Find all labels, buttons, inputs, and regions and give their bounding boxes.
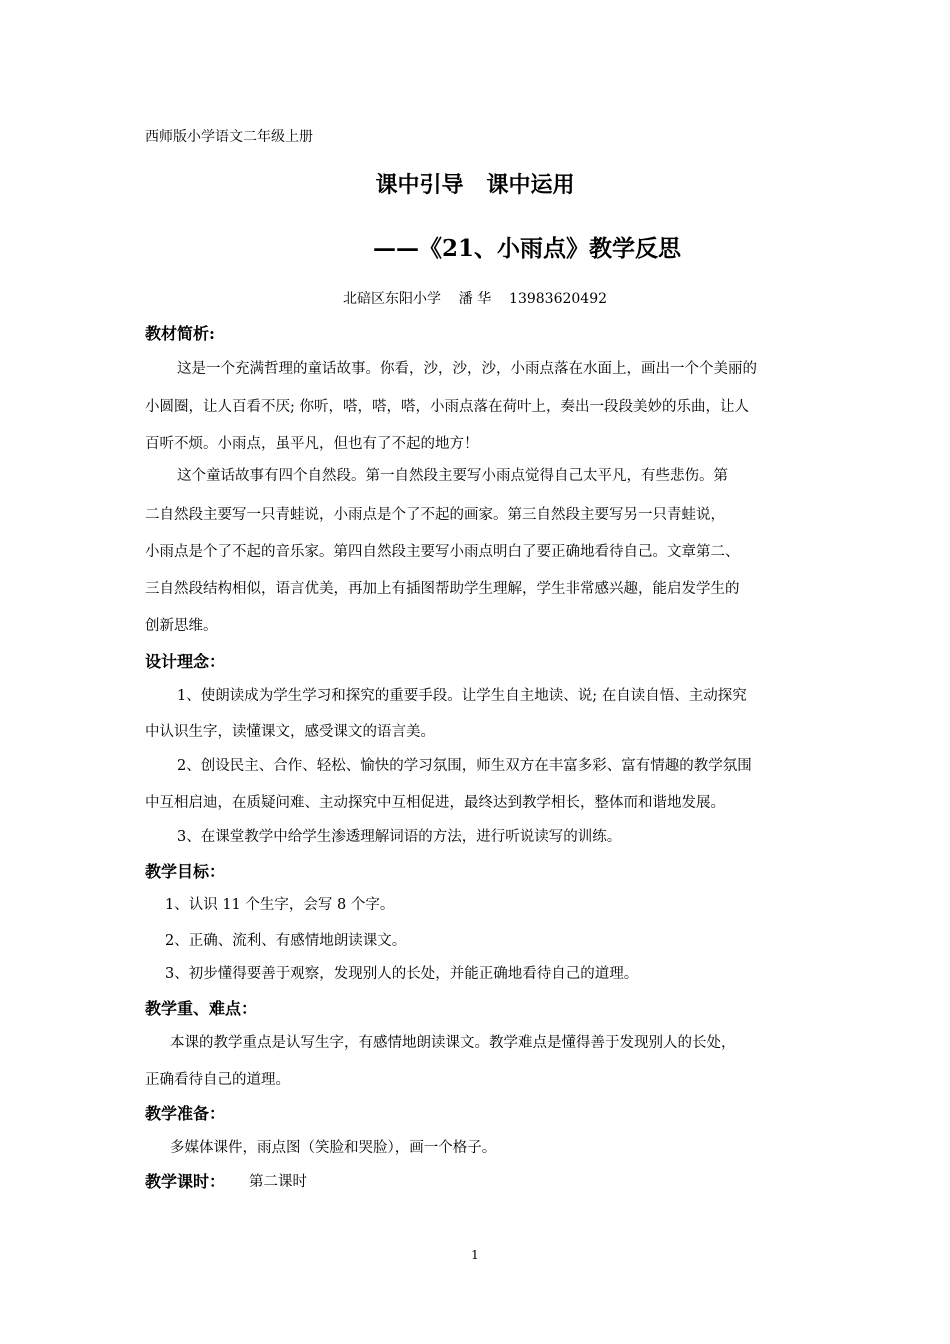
paragraph-line: 小雨点是个了不起的音乐家。第四自然段主要写小雨点明白了要正确地看待自己。文章第二、 bbox=[145, 544, 740, 560]
page-number: 1 bbox=[471, 1248, 479, 1262]
materials-heading: 教材简析: bbox=[145, 324, 215, 343]
key-points-heading: 教学重、难点： bbox=[145, 999, 258, 1018]
period-value: 第二课时 bbox=[249, 1174, 307, 1190]
paragraph-line: 这是一个充满哲理的童话故事。你看，沙，沙，沙，小雨点落在水面上，画出一个个美丽的 bbox=[177, 361, 757, 377]
paragraph-line: 多媒体课件，雨点图（笑脸和哭脸），画一个格子。 bbox=[170, 1140, 497, 1156]
paragraph-line: 这个童话故事有四个自然段。第一自然段主要写小雨点觉得自己太平凡，有些悲伤。第 bbox=[177, 468, 728, 484]
paragraph-line: 中互相启迪，在质疑问难、主动探究中互相促进，最终达到教学相长，整体而和谐地发展。 bbox=[145, 795, 725, 811]
paragraph-line: 1、使朗读成为学生学习和探究的重要手段。让学生自主地读、说; 在自读自悟、主动探究 bbox=[177, 688, 747, 704]
paragraph-line: 3、在课堂教学中给学生渗透理解词语的方法，进行听说读写的训练。 bbox=[177, 829, 622, 845]
paragraph-line: 正确看待自己的道理。 bbox=[145, 1072, 290, 1088]
textbook-series-label: 西师版小学语文二年级上册 bbox=[145, 129, 313, 145]
paragraph-line: 中认识生字，读懂课文，感受课文的语言美。 bbox=[145, 724, 435, 740]
goal-item: 3、初步懂得要善于观察，发现别人的长处，并能正确地看待自己的道理。 bbox=[165, 966, 639, 982]
period-heading: 教学课时： bbox=[145, 1172, 226, 1191]
main-title bbox=[0, 168, 950, 199]
subtitle: ——《21、小雨点》教学反思 bbox=[373, 235, 682, 262]
paragraph-line: 本课的教学重点是认写生字，有感情地朗读课文。教学难点是懂得善于发现别人的长处， bbox=[170, 1035, 736, 1051]
prep-heading: 教学准备： bbox=[145, 1104, 226, 1123]
goals-heading: 教学目标： bbox=[145, 862, 226, 881]
paragraph-line: 三自然段结构相似，语言优美，再加上有插图帮助学生理解，学生非常感兴趣，能启发学生的 bbox=[145, 581, 740, 597]
paragraph-line: 2、创设民主、合作、轻松、愉快的学习氛围，师生双方在丰富多彩、富有情趣的教学氛围 bbox=[177, 758, 752, 774]
paragraph-line: 百听不烦。小雨点，虽平凡，但也有了不起的地方！ bbox=[145, 436, 479, 452]
goal-item: 1、认识 11 个生字，会写 8 个字。 bbox=[165, 897, 395, 913]
design-heading: 设计理念： bbox=[145, 652, 226, 671]
goal-item: 2、正确、流利、有感情地朗读课文。 bbox=[165, 933, 407, 949]
paragraph-line: 二自然段主要写一只青蛙说，小雨点是个了不起的画家。第三自然段主要写另一只青蛙说， bbox=[145, 507, 725, 523]
author-line: 北碚区东阳小学 潘 华 13983620492 bbox=[342, 291, 608, 307]
paragraph-line: 小圆圈，让人百看不厌; 你听，嗒，嗒，嗒，小雨点落在荷叶上，奏出一段段美妙的乐曲，让人 bbox=[145, 399, 749, 415]
main-title-text: 课中引导 课中运用 bbox=[375, 172, 575, 198]
paragraph-line: 创新思维。 bbox=[145, 618, 218, 634]
